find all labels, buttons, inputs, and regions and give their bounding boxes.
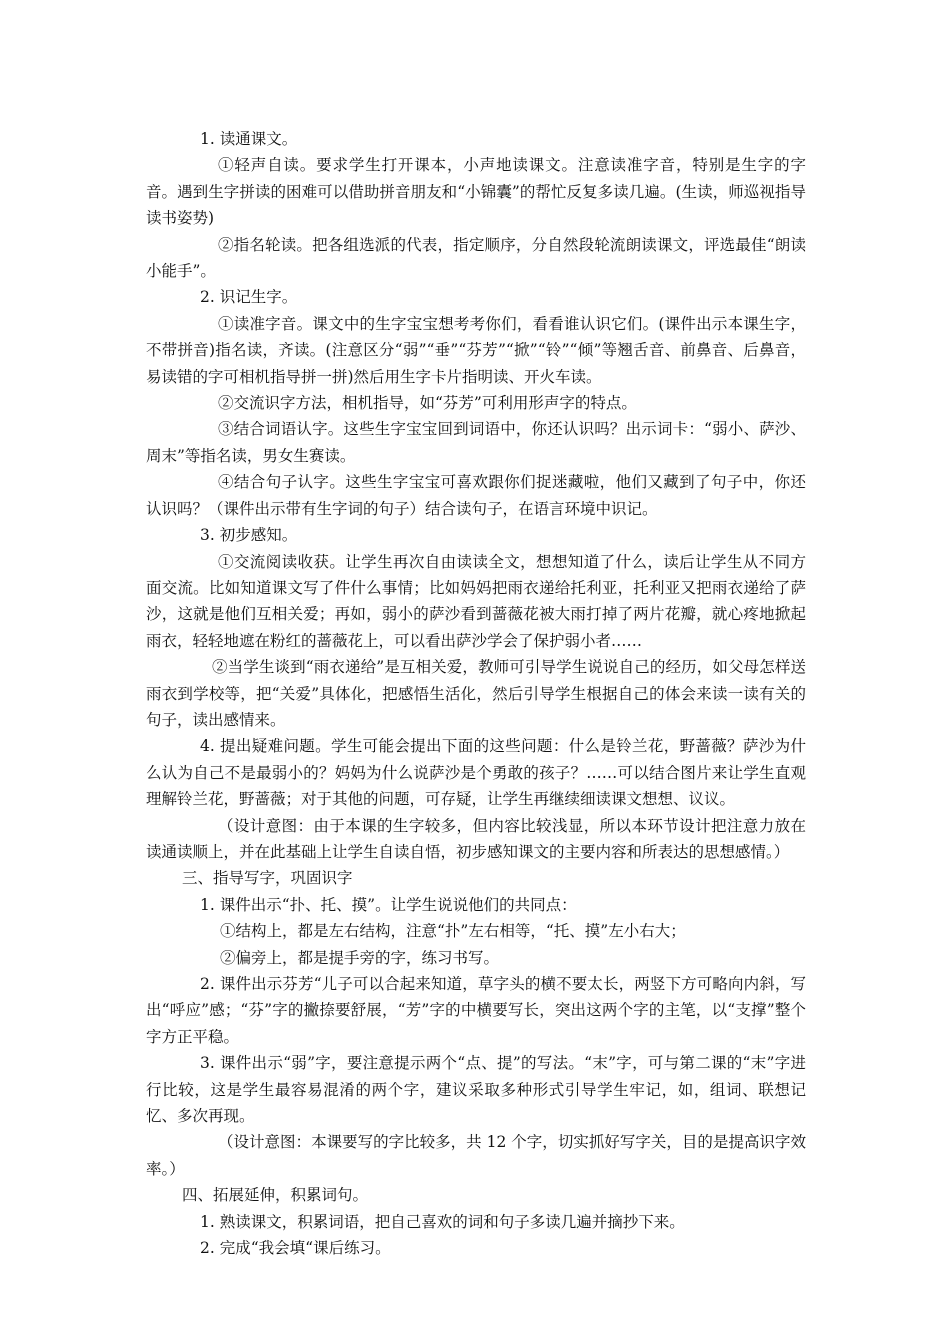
paragraph: 3. 课件出示“弱”字，要注意提示两个“点、提”的写法。“末”字，可与第二课的“末”字进行比较，这是学生最容易混淆的两个字，建议采取多种形式引导学生牢记，如，组词、联想记忆、多次再现。 xyxy=(146,1054,806,1126)
paragraph: 四、拓展延伸，积累词句。 xyxy=(182,1186,369,1205)
paragraph: ①交流阅读收获。让学生再次自由读读全文，想想知道了什么，读后让学生从不同方面交流。比如知道课文写了件什么事情；比如妈妈把雨衣递给托利亚，托利亚又把雨衣递给了萨沙，这就是他们互相关爱；再如，弱小的萨沙看到蔷薇花被大雨打掉了两片花瓣，就心疼地掀起雨衣，轻轻地遮在粉红的蔷薇花上，可以看出萨沙学会了保护弱小者…… xyxy=(146,552,806,650)
paragraph: 1. 熟读课文，积累词语，把自己喜欢的词和句子多读几遍并摘抄下来。 xyxy=(200,1212,685,1231)
paragraph: （设计意图：由于本课的生字较多，但内容比较浅显，所以本环节设计把注意力放在读通读顺上，并在此基础上让学生自读自悟，初步感知课文的主要内容和所表达的思想感情。） xyxy=(146,816,806,861)
document-page xyxy=(0,126,950,1261)
paragraph: 4. 提出疑难问题。学生可能会提出下面的这些问题：什么是铃兰花，野蔷薇？萨沙为什么认为自己不是最弱小的？妈妈为什么说萨沙是个勇敢的孩子？……可以结合图片来让学生直观理解铃兰花，野蔷薇；对于其他的问题，可存疑，让学生再继续细读课文想想、议议。 xyxy=(146,737,806,809)
paragraph: 2. 完成“我会填“课后练习。 xyxy=(200,1239,391,1258)
paragraph: ②指名轮读。把各组选派的代表，指定顺序，分自然段轮流朗读课文，评选最佳“朗读小能手”。 xyxy=(146,235,806,281)
paragraph: ②当学生谈到“雨衣递给”是互相关爱，教师可引导学生说说自己的经历，如父母怎样送雨衣到学校等，把“关爱”具体化，把感悟生活化，然后引导学生根据自己的体会来读一读有关的句子，读出感情来。 xyxy=(146,658,806,729)
paragraph: 2. 识记生字。 xyxy=(200,288,298,307)
paragraph: ②交流识字方法，相机指导，如“芬芳”可利用形声字的特点。 xyxy=(218,394,637,413)
paragraph: （设计意图：本课要写的字比较多，共 12 个字，切实抓好写字关，目的是提高识字效率。） xyxy=(146,1133,806,1178)
paragraph: 3. 初步感知。 xyxy=(200,526,298,545)
paragraph: 三、指导写字，巩固识字 xyxy=(182,869,353,888)
paragraph: ③结合词语认字。这些生字宝宝回到词语中，你还认识吗？出示词卡：“弱小、萨沙、周末”等指名读，男女生赛读。 xyxy=(146,420,806,465)
paragraph: 1. 课件出示“扑、托、摸”。让学生说说他们的共同点： xyxy=(200,895,577,914)
paragraph: ②偏旁上，都是提手旁的字，练习书写。 xyxy=(220,948,500,967)
paragraph: ④结合句子认字。这些生字宝宝可喜欢跟你们捉迷藏啦，他们又藏到了句子中，你还认识吗？（课件出示带有生字词的句子）结合读句子，在语言环境中识记。 xyxy=(146,473,806,518)
paragraph: 1. 读通课文。 xyxy=(200,130,298,148)
paragraph: ①结构上，都是左右结构，注意“扑”左右相等，“托、摸”左小右大； xyxy=(220,922,686,941)
paragraph: ①轻声自读。要求学生打开课本，小声地读课文。注意读准字音，特别是生字的字音。遇到生字拼读的困难可以借助拼音朋友和“小锦囊”的帮忙反复多读几遍。(生读，师巡视指导读书姿势) xyxy=(146,156,806,228)
paragraph: ①读准字音。课文中的生字宝宝想考考你们，看看谁认识它们。(课件出示本课生字，不带拼音)指名读，齐读。(注意区分“弱”“垂”“芬芳”“掀”“铃”“倾”等翘舌音、前鼻音、后鼻音，易读错的字可相机指导拼一拼)然后用生字卡片指明读、开火车读。 xyxy=(146,314,806,386)
paragraph: 2. 课件出示芬芳“儿子可以合起来知道，草字头的横不要太长，两竖下方可略向内斜，写出“呼应”感；“芬”字的撇捺要舒展，“芳”字的中横要写长，突出这两个字的主笔，以“支撑”整个字方正平稳。 xyxy=(146,975,806,1046)
